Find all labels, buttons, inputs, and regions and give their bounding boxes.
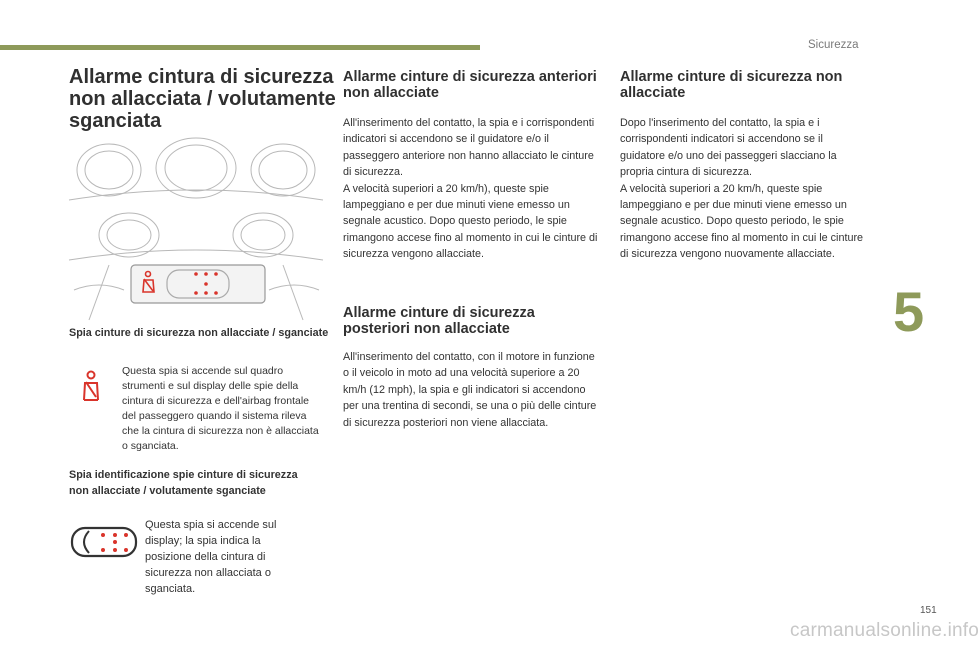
unbuckled-text: Dopo l'inserimento del contatto, la spia e i corrispondenti indicatori si accendono se il guidatore e/o uno dei passeggeri slacciano la propria cintura di sicurezza. A velocità superiori a 20 km/h, queste spie lampeggiano e per due minuti viene emesso un segnale acustico. Dopo questo periodo, le spie rimangono accese fino al momento in cui le cinture di sicurezza vengono nuovamente allacciate. bbox=[620, 117, 864, 261]
rear-belt-section bbox=[343, 305, 598, 431]
front-belt-text: All'inserimento del contatto, la spia e i corrispondenti indicatori si accendono se il guidatore e/o il passeggero anteriore non hanno allacciato le cinture di sicurezza. A velocità superiori a 20 km/h), queste spie lampeggiano e per due minuti viene emesso un segnale acustico. Dopo questo periodo, le spie rimangono accese fino al momento in cui le cinture di sicurezza vengono allacciate. bbox=[343, 117, 598, 261]
label-seat-map: Spia identificazione spie cinture di sicurezza non allacciate / volutamente sganciate bbox=[69, 469, 298, 497]
front-belt-title: Allarme cinture di sicurezza anteriori non allacciate bbox=[343, 69, 597, 101]
page-number: 151 bbox=[920, 605, 937, 616]
unbuckled-title: Allarme cinture di sicurezza non allacciate bbox=[620, 69, 843, 101]
section-label: Sicurezza bbox=[808, 39, 859, 51]
front-belt-section bbox=[343, 69, 598, 263]
label-seatbelt-warning: Spia cinture di sicurezza non allacciate / sganciate bbox=[69, 327, 329, 339]
watermark: carmanualsonline.info bbox=[790, 620, 979, 641]
seat-map-icon bbox=[69, 525, 139, 559]
rear-belt-text: All'inserimento del contatto, con il motore in funzione o il veicolo in moto ad una velocità superiore a 20 km/h (12 mph), la spia e gli indicatori si accendono per una trentina di secondi, se una o più delle cinture di sicurezza posteriori non viene allacciata. bbox=[343, 351, 597, 429]
unbuckled-section bbox=[620, 69, 870, 263]
dashboard-illustration bbox=[69, 140, 323, 320]
seat-map-description: Questa spia si accende sul display; la spia indica la posizione della cintura di sicurezza non allacciata o sganciata. bbox=[145, 519, 277, 595]
header-accent-bar bbox=[0, 45, 480, 50]
seatbelt-warning-description: Questa spia si accende sul quadro strumenti e sul display delle spie della cintura di sicurezza e dell'airbag frontale del passeggero quando il sistema rileva che la cintura di sicurezza non è allacciata o sganciata. bbox=[122, 365, 319, 452]
rear-belt-title: Allarme cinture di sicurezza posteriori non allacciate bbox=[343, 305, 535, 337]
chapter-number: 5 bbox=[893, 280, 925, 343]
page-title: Allarme cintura di sicurezza non allacciata / volutamente sganciata bbox=[69, 66, 336, 132]
seatbelt-warning-icon bbox=[80, 370, 102, 404]
